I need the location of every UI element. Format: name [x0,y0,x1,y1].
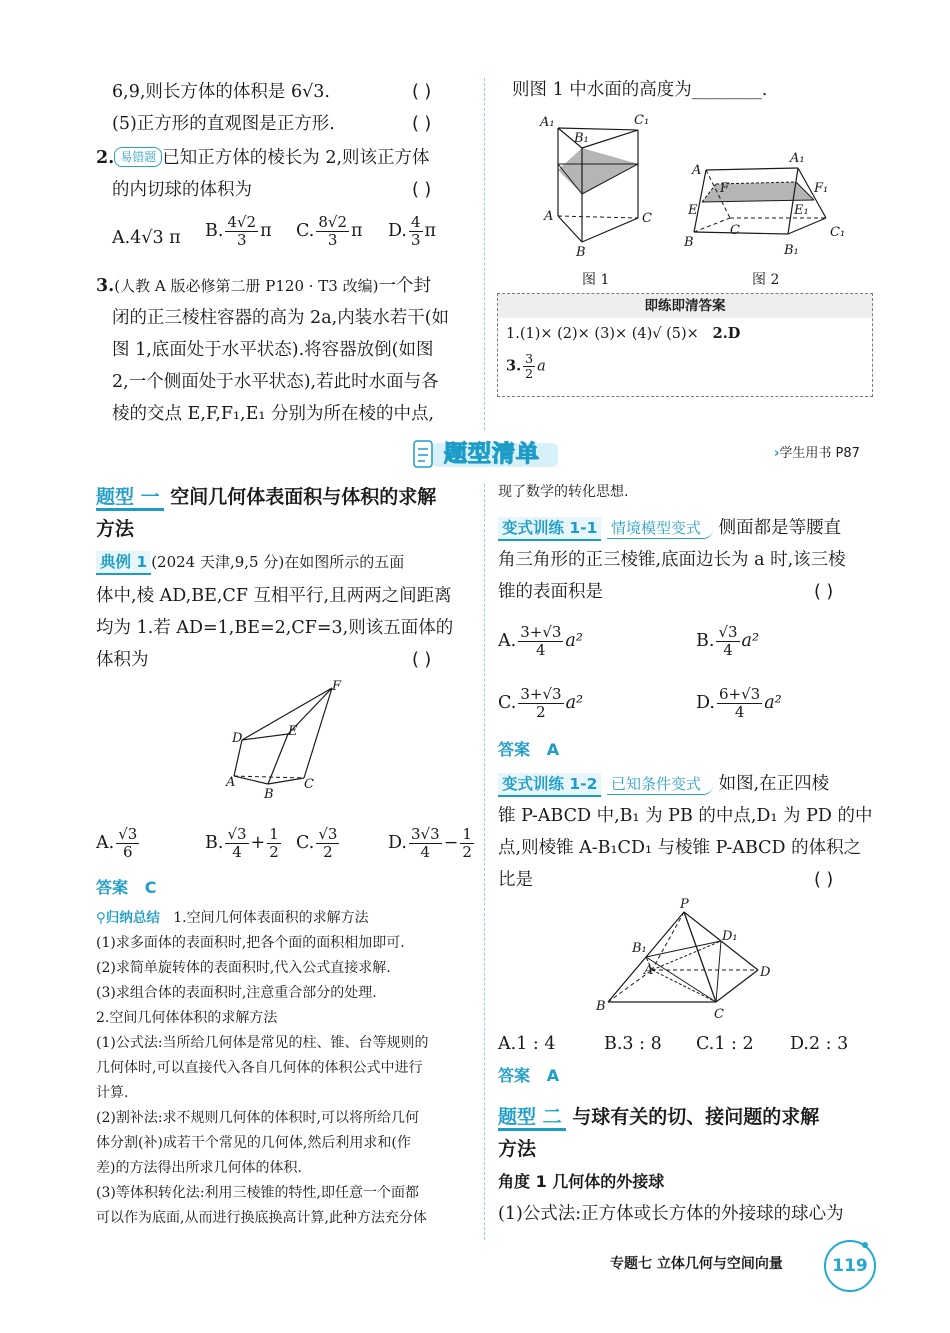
opt-a-pre: A. [96,833,115,853]
opt-b-pre: B. [205,833,224,853]
fig1-label-c1: C₁ [634,113,650,128]
variant-1-1-paren: ( ) [814,582,834,602]
v1-opt-c-den: 2 [536,703,546,721]
fig2-label-c1: C₁ [830,225,846,240]
summary-label-text: 归纳总结 [105,910,160,926]
v1-opt-d-frac [717,686,762,721]
pent-label-a: A [226,775,236,790]
fig2-label-a: A [692,163,702,178]
answers-q2: 2.D [712,325,741,342]
variant-1-2-line3: 点,则棱锥 A-B₁CD₁ 与棱锥 P-ABCD 的体积之 [498,838,862,858]
q2-option-a: A.4√3 π [112,228,181,248]
q1-line2-paren: ( ) [412,114,432,134]
v1-opt-a-den: 4 [536,641,546,659]
opt-d-num: 3√3 [410,825,440,843]
fig1-label-b1: B₁ [574,131,589,146]
pent-label-c: C [304,777,314,792]
v1-opt-d-den: 4 [734,703,745,721]
summary-line-11: (3)等体积转化法:利用三棱锥的特性,即任意一个面都 [96,1185,419,1201]
figure-2-caption: 图 2 [752,272,780,288]
summary-line-2: (2)求简单旋转体的表面积时,代入公式直接求解. [96,960,391,976]
section-1-title2: 方法 [96,518,135,540]
fig2-label-f1: F₁ [814,181,829,196]
v1-opt-d-pre: D. [696,693,715,713]
opt-d-minus: − [443,833,459,853]
example-1-answer [96,872,156,904]
fig2-label-c: C [730,223,740,238]
chevron-right-icon: › [774,446,780,461]
example-1-option-a [96,826,141,861]
q3-source: (人教 A 版必修第二册 P120 · T3 改编) [114,277,379,295]
q2-option-c [296,214,363,249]
summary-text-0: 1.空间几何体表面积的求解方法 [173,910,369,926]
fig2-label-a1: A₁ [790,151,805,166]
key-icon: ⚲ [96,910,106,926]
variant-1-1-option-b [696,624,759,659]
example-1-line4: 体积为 [96,650,149,670]
q2-optd-num: 4 [410,213,421,231]
example-1-line1 [96,546,404,578]
opt-c-num: √3 [318,825,338,843]
example-1-text1: (2024 天津,9,5 分)在如图所示的五面 [151,553,405,571]
example-1-option-d [388,826,476,861]
banner-ref [774,444,860,464]
opt-d-frac1 [409,826,442,861]
q2-optc-pre: C. [296,221,315,241]
angle-1-line1: (1)公式法:正方体或长方体的外接球的球心为 [498,1204,844,1224]
q2-optb-frac [225,214,258,249]
fig1-label-a: A [544,209,554,224]
variant-1-1-answer [498,734,559,766]
opt-d-num2: 1 [462,825,472,843]
example-1-line2: 体中,棱 AD,BE,CF 互相平行,且两两之间距离 [96,586,452,606]
opt-c-den: 2 [323,843,333,861]
quick-answers-line1 [506,322,740,346]
summary-line-5: (1)公式法:当所给几何体是常见的柱、锥、台等规则的 [96,1035,429,1051]
variant-1-2-option-a: A.1 : 4 [498,1034,556,1054]
pent-label-b: B [264,787,274,802]
q2-text1: 已知正方体的棱长为 2,则该正方体 [162,148,430,168]
q2-optd-den: 3 [410,231,421,249]
column-divider-top [484,78,485,430]
variant-1-2-tag: 已知条件变式 [607,774,713,795]
fig1-label-c: C [642,211,652,226]
variant-1-2-label: 变式训练 1-2 [498,773,601,797]
v1-opt-b-post: a² [741,631,759,651]
opt-b-frac1 [225,826,248,861]
q2-paren: ( ) [412,180,432,200]
q3-continuation: 则图 1 中水面的高度为________. [512,80,768,100]
answers-q3-den: 2 [525,366,534,381]
v1-opt-c-post: a² [565,693,584,713]
variant-1-1-tag: 情境模型变式 [607,518,713,539]
example-1-tag: 典例 1 [96,551,151,575]
v1-opt-c-frac [518,686,563,721]
v1-opt-d-num: 6+√3 [718,685,761,703]
v1-opt-c-num: 3+√3 [520,685,562,703]
pyr-label-a: A [644,963,654,978]
q2-optb-den: 3 [236,231,247,249]
summary-line-10: 差)的方法得出所求几何体的体积. [96,1160,302,1176]
variant-1-2-option-b: B.3 : 8 [604,1034,662,1054]
fig2-label-e1: E₁ [794,203,809,218]
opt-b-num2: 1 [269,825,279,843]
v1-answer-label: 答案 [498,740,531,759]
variant-1-1-option-c [498,686,583,721]
v1-opt-a-num: 3+√3 [520,623,562,641]
answers-q3-pre: 3. [506,357,522,375]
opt-b-frac2 [267,826,281,861]
q3-line4: 2,一个侧面处于水平状态),若此时水面与各 [112,372,439,392]
q2-optc-den: 3 [327,231,338,249]
v1-opt-b-frac [716,624,739,659]
summary-continuation: 现了数学的转化思想. [498,484,629,500]
summary-label [96,910,160,926]
variant-1-1-option-a [498,624,583,659]
v1-opt-b-num: √3 [718,623,738,641]
opt-b-den2: 2 [269,843,279,861]
variant-1-2-line1 [498,768,829,800]
opt-d-den: 4 [420,843,431,861]
opt-b-plus: + [250,833,266,853]
q2-optc-frac [316,214,349,249]
q3-line1-end: 一个封 [378,276,431,296]
v1-answer-value: A [546,740,560,759]
q2-option-d [388,214,436,249]
answer-label: 答案 [96,878,129,897]
pyr-label-b1: B₁ [632,941,647,956]
summary-line-4: 2.空间几何体体积的求解方法 [96,1010,278,1026]
quick-answers-title: 即练即清答案 [498,294,872,318]
variant-1-1-line2: 角三角形的正三棱锥,底面边长为 a 时,该三棱 [498,550,846,570]
q2-optb-post: π [260,221,272,241]
footer-chapter: 专题七 立体几何与空间向量 [610,1256,783,1272]
pyramid-figure [596,898,786,1026]
fig1-water-surface [558,148,638,194]
variant-1-2-option-d: D.2 : 3 [790,1034,849,1054]
v1-opt-a-frac [518,624,563,659]
banner-title: 题型清单 [444,441,540,467]
v1-opt-c-pre: C. [498,693,517,713]
summary-line-1: (1)求多面体的表面积时,把各个面的面积相加即可. [96,935,405,951]
angle-1-heading: 角度 1 几何体的外接球 [498,1172,665,1191]
section-1-title: 空间几何体表面积与体积的求解 [170,486,437,508]
v1-opt-a-post: a² [565,631,583,651]
variant-1-1-line1 [498,512,841,544]
section-2-title2: 方法 [498,1138,537,1160]
pent-label-d: D [232,731,243,746]
q2-optd-pre: D. [388,221,407,241]
opt-a-frac [116,826,139,861]
q3-line3: 图 1,底面处于水平状态).将容器放倒(如图 [112,340,434,360]
opt-c-frac [316,826,339,861]
v2-answer-label: 答案 [498,1066,531,1085]
v1-opt-b-den: 4 [723,641,733,659]
opt-a-den: 6 [122,843,133,861]
answer-value: C [144,878,157,897]
fig2-water-surface [702,182,814,202]
variant-1-1-label: 变式训练 1-1 [498,517,601,541]
opt-c-pre: C. [296,833,315,853]
opt-a-num: √3 [118,825,138,843]
opt-b-den: 4 [232,843,242,861]
q2-option-b [205,214,272,249]
summary-line-7: 计算. [96,1085,129,1101]
pent-label-f: F [332,680,342,694]
opt-d-frac2 [460,826,474,861]
q2-optc-post: π [351,221,363,241]
variant-1-2-line4: 比是 [498,870,533,890]
section-1-tag: 题型 一 [96,486,164,511]
section-banner [412,437,564,471]
q1-line1: 6,9,则长方体的体积是 6√3. [112,82,330,102]
q2-optb-pre: B. [205,221,224,241]
example-1-option-c [296,826,341,861]
fig2-label-f: F [720,181,730,196]
page-number: 119 [824,1240,876,1292]
summary-line-12: 可以作为底面,从而进行换底换高计算,此种方法充分体 [96,1210,427,1226]
quick-answers-line2 [506,352,546,381]
v1-opt-b-pre: B. [696,631,715,651]
section-2-title: 与球有关的切、接问题的求解 [572,1106,820,1128]
answers-q3-post: a [537,358,546,375]
example-1-paren: ( ) [412,650,432,670]
pyr-label-d: D [760,965,771,980]
pyr-label-c: C [714,1007,724,1022]
q3-line2: 闭的正三棱柱容器的高为 2a,内装水若干(如 [112,308,450,328]
fig1-label-a1: A₁ [540,115,555,130]
variant-1-1-option-d [696,686,782,721]
variant-1-1-line3: 锥的表面积是 [498,582,603,602]
answers-q3-num: 3 [525,351,534,366]
summary-line-8: (2)割补法:求不规则几何体的体积时,可以将所给几何 [96,1110,419,1126]
answers-q1: 1.(1)× (2)× (3)× (4)√ (5)× [506,326,699,342]
q3-line5: 棱的交点 E,F,F₁,E₁ 分别为所在棱的中点, [112,404,435,424]
pyr-label-p: P [680,898,689,912]
section-2-heading [498,1100,819,1134]
figure-2 [684,148,864,260]
q2-optb-num: 4√2 [227,213,257,231]
q1-line2: (5)正方形的直观图是正方形. [112,114,335,134]
q2-number: 2. [96,148,115,168]
q2-optd-frac [409,214,423,249]
v2-answer-value: A [546,1066,560,1085]
quick-answers-box [497,293,873,397]
opt-d-den2: 2 [462,843,472,861]
v1-opt-d-post: a² [764,693,782,713]
page-badge-dot [862,1242,868,1248]
summary-line-9: 体分割(补)成若干个常见的几何体,然后利用求和(作 [96,1135,411,1151]
section-2-tag: 题型 二 [498,1106,566,1131]
pyr-label-b: B [596,999,606,1014]
pent-label-e: E [288,724,298,739]
banner-ref-text: 学生用书 P87 [779,446,860,461]
variant-1-1-text1: 侧面都是等腰直 [718,518,842,538]
section-1-heading [96,480,436,514]
fig2-label-e: E [688,203,698,218]
example-1-option-b [205,826,283,861]
summary-line-0 [96,906,369,931]
summary-line-6: 几何体时,可以直接代入各自几何体的体积公式中进行 [96,1060,423,1076]
q2-text2: 的内切球的体积为 [112,180,252,200]
fig2-label-b1: B₁ [784,243,799,258]
answers-q3-frac [523,352,535,381]
v1-opt-a-pre: A. [498,631,517,651]
variant-1-2-paren: ( ) [814,870,834,890]
q3-number: 3. [96,276,115,296]
pyr-label-d1: D₁ [722,929,738,944]
variant-1-2-option-c: C.1 : 2 [696,1034,754,1054]
question-3 [96,270,431,302]
example-1-line3: 均为 1.若 AD=1,BE=2,CF=3,则该五面体的 [96,618,454,638]
column-divider-main [484,484,485,1240]
question-2 [96,142,430,174]
figure-1 [530,108,670,258]
q2-tag: 易错题 [114,147,162,167]
variant-1-2-text1: 如图,在正四棱 [718,774,830,794]
variant-1-2-line2: 锥 P-ABCD 中,B₁ 为 PB 的中点,D₁ 为 PD 的中 [498,806,873,826]
variant-1-2-answer [498,1060,559,1092]
q1-line1-paren: ( ) [412,82,432,102]
opt-b-num: √3 [227,825,247,843]
fig1-label-b: B [576,245,586,258]
opt-d-pre: D. [388,833,407,853]
summary-line-3: (3)求组合体的表面积时,注意重合部分的处理. [96,985,377,1001]
figure-1-caption: 图 1 [582,272,610,288]
fig2-label-b: B [684,235,694,250]
q2-optd-post: π [424,221,437,241]
q2-optc-num: 8√2 [318,213,347,231]
pentahedron-figure [222,680,352,802]
